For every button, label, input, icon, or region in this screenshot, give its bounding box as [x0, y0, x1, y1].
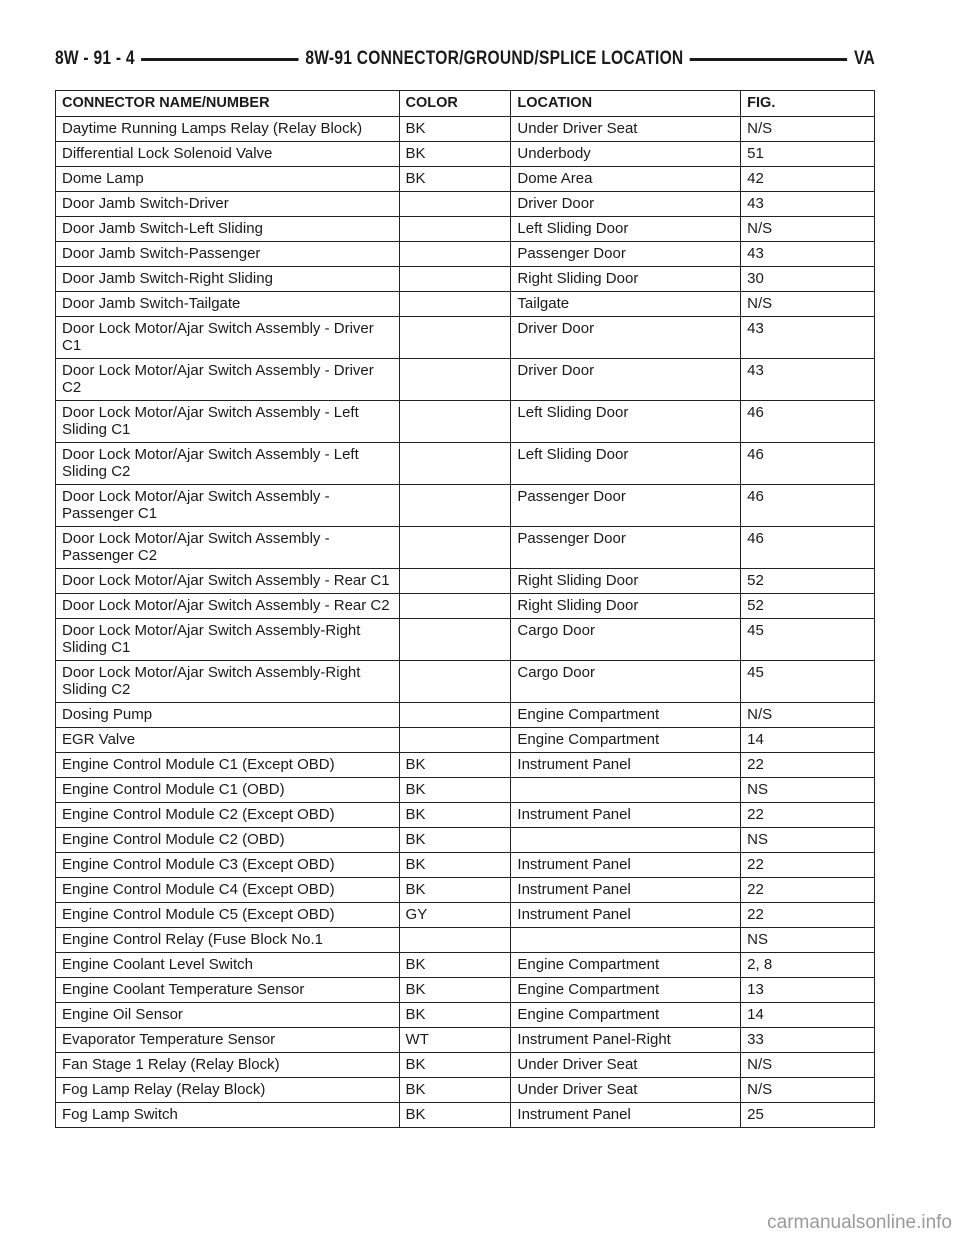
cell-color	[399, 401, 511, 443]
cell-color: BK	[399, 878, 511, 903]
cell-fig: N/S	[741, 1053, 875, 1078]
cell-connector-name: Evaporator Temperature Sensor	[56, 1028, 400, 1053]
cell-location: Dome Area	[511, 167, 741, 192]
cell-location: Engine Compartment	[511, 953, 741, 978]
cell-color: BK	[399, 1053, 511, 1078]
cell-location: Instrument Panel	[511, 853, 741, 878]
cell-connector-name: Engine Coolant Temperature Sensor	[56, 978, 400, 1003]
cell-connector-name: Door Lock Motor/Ajar Switch Assembly - Passenger C2	[56, 527, 400, 569]
cell-location: Passenger Door	[511, 242, 741, 267]
cell-connector-name: Fog Lamp Relay (Relay Block)	[56, 1078, 400, 1103]
cell-location: Under Driver Seat	[511, 1078, 741, 1103]
table-row	[56, 728, 875, 753]
cell-connector-name: Fog Lamp Switch	[56, 1103, 400, 1128]
table-row	[56, 443, 875, 485]
page-number: 8W - 91 - 4	[55, 48, 135, 69]
cell-color: BK	[399, 1078, 511, 1103]
cell-fig: 13	[741, 978, 875, 1003]
cell-color	[399, 594, 511, 619]
cell-location: Left Sliding Door	[511, 443, 741, 485]
table-row	[56, 242, 875, 267]
cell-connector-name: Engine Coolant Level Switch	[56, 953, 400, 978]
cell-connector-name: Door Lock Motor/Ajar Switch Assembly - Left Sliding C2	[56, 443, 400, 485]
cell-color	[399, 728, 511, 753]
cell-location: Left Sliding Door	[511, 217, 741, 242]
cell-fig: 46	[741, 485, 875, 527]
table-row	[56, 803, 875, 828]
cell-fig: 43	[741, 359, 875, 401]
cell-color	[399, 267, 511, 292]
cell-location: Right Sliding Door	[511, 594, 741, 619]
cell-fig: 25	[741, 1103, 875, 1128]
cell-fig: N/S	[741, 217, 875, 242]
cell-connector-name: Door Lock Motor/Ajar Switch Assembly - Driver C2	[56, 359, 400, 401]
table-row	[56, 594, 875, 619]
table-row	[56, 753, 875, 778]
cell-connector-name: Door Lock Motor/Ajar Switch Assembly - Passenger C1	[56, 485, 400, 527]
cell-color	[399, 569, 511, 594]
cell-color: BK	[399, 142, 511, 167]
model-code: VA	[854, 48, 876, 69]
table-row	[56, 317, 875, 359]
cell-connector-name: Door Lock Motor/Ajar Switch Assembly - Rear C1	[56, 569, 400, 594]
cell-connector-name: Door Jamb Switch-Tailgate	[56, 292, 400, 317]
table-row	[56, 878, 875, 903]
cell-location: Under Driver Seat	[511, 117, 741, 142]
table-row	[56, 142, 875, 167]
cell-connector-name: Door Lock Motor/Ajar Switch Assembly-Right Sliding C2	[56, 661, 400, 703]
cell-location: Cargo Door	[511, 619, 741, 661]
cell-location: Right Sliding Door	[511, 267, 741, 292]
cell-fig: 46	[741, 443, 875, 485]
cell-location: Instrument Panel	[511, 803, 741, 828]
cell-fig: 22	[741, 903, 875, 928]
cell-fig: 22	[741, 803, 875, 828]
table-row	[56, 359, 875, 401]
cell-location: Engine Compartment	[511, 703, 741, 728]
table-row	[56, 217, 875, 242]
cell-color	[399, 292, 511, 317]
cell-connector-name: Engine Control Module C1 (Except OBD)	[56, 753, 400, 778]
cell-location: Engine Compartment	[511, 978, 741, 1003]
cell-fig: N/S	[741, 292, 875, 317]
table-row	[56, 619, 875, 661]
cell-location: Instrument Panel-Right	[511, 1028, 741, 1053]
cell-fig: 22	[741, 753, 875, 778]
table-row	[56, 828, 875, 853]
cell-connector-name: Door Lock Motor/Ajar Switch Assembly - Driver C1	[56, 317, 400, 359]
cell-fig: 22	[741, 853, 875, 878]
cell-fig: 14	[741, 728, 875, 753]
cell-location: Passenger Door	[511, 485, 741, 527]
cell-color: BK	[399, 778, 511, 803]
table-row	[56, 703, 875, 728]
cell-location	[511, 928, 741, 953]
cell-location: Engine Compartment	[511, 728, 741, 753]
cell-connector-name: Door Lock Motor/Ajar Switch Assembly - Rear C2	[56, 594, 400, 619]
table-row	[56, 167, 875, 192]
table-row	[56, 853, 875, 878]
cell-location: Passenger Door	[511, 527, 741, 569]
cell-fig: 45	[741, 661, 875, 703]
cell-connector-name: Engine Control Module C1 (OBD)	[56, 778, 400, 803]
cell-color	[399, 703, 511, 728]
table-row	[56, 953, 875, 978]
cell-location: Engine Compartment	[511, 1003, 741, 1028]
cell-connector-name: Engine Control Module C2 (OBD)	[56, 828, 400, 853]
cell-connector-name: Engine Oil Sensor	[56, 1003, 400, 1028]
section-title: 8W-91 CONNECTOR/GROUND/SPLICE LOCATION	[305, 48, 684, 69]
table-row	[56, 117, 875, 142]
cell-location: Tailgate	[511, 292, 741, 317]
table-row	[56, 292, 875, 317]
cell-location: Cargo Door	[511, 661, 741, 703]
cell-color: BK	[399, 953, 511, 978]
cell-connector-name: Door Jamb Switch-Right Sliding	[56, 267, 400, 292]
table-row	[56, 661, 875, 703]
table-row	[56, 569, 875, 594]
cell-fig: NS	[741, 778, 875, 803]
cell-fig: 46	[741, 401, 875, 443]
cell-color	[399, 527, 511, 569]
cell-location: Under Driver Seat	[511, 1053, 741, 1078]
cell-fig: 46	[741, 527, 875, 569]
table-row	[56, 485, 875, 527]
cell-location: Instrument Panel	[511, 1103, 741, 1128]
column-header-name: CONNECTOR NAME/NUMBER	[56, 91, 400, 117]
cell-fig: 43	[741, 192, 875, 217]
cell-fig: 45	[741, 619, 875, 661]
cell-location: Driver Door	[511, 317, 741, 359]
cell-fig: NS	[741, 928, 875, 953]
cell-connector-name: Engine Control Module C5 (Except OBD)	[56, 903, 400, 928]
cell-color: BK	[399, 167, 511, 192]
cell-location: Right Sliding Door	[511, 569, 741, 594]
cell-location	[511, 778, 741, 803]
cell-fig: 22	[741, 878, 875, 903]
cell-fig: 43	[741, 317, 875, 359]
cell-color: BK	[399, 828, 511, 853]
cell-color	[399, 661, 511, 703]
cell-color: GY	[399, 903, 511, 928]
cell-color	[399, 242, 511, 267]
table-row	[56, 527, 875, 569]
cell-color: BK	[399, 117, 511, 142]
table-row	[56, 1003, 875, 1028]
cell-color: BK	[399, 978, 511, 1003]
cell-color	[399, 217, 511, 242]
cell-connector-name: Door Lock Motor/Ajar Switch Assembly-Right Sliding C1	[56, 619, 400, 661]
table-row	[56, 1103, 875, 1128]
cell-connector-name: Door Jamb Switch-Driver	[56, 192, 400, 217]
table-row	[56, 401, 875, 443]
cell-location	[511, 828, 741, 853]
cell-fig: NS	[741, 828, 875, 853]
cell-fig: N/S	[741, 703, 875, 728]
cell-fig: 51	[741, 142, 875, 167]
cell-connector-name: Engine Control Module C3 (Except OBD)	[56, 853, 400, 878]
cell-color: BK	[399, 753, 511, 778]
cell-connector-name: Dome Lamp	[56, 167, 400, 192]
cell-location: Driver Door	[511, 359, 741, 401]
cell-connector-name: Engine Control Relay (Fuse Block No.1	[56, 928, 400, 953]
cell-fig: 52	[741, 569, 875, 594]
table-row	[56, 928, 875, 953]
cell-fig: 43	[741, 242, 875, 267]
cell-connector-name: Fan Stage 1 Relay (Relay Block)	[56, 1053, 400, 1078]
cell-connector-name: Differential Lock Solenoid Valve	[56, 142, 400, 167]
cell-connector-name: Dosing Pump	[56, 703, 400, 728]
cell-fig: 14	[741, 1003, 875, 1028]
cell-color	[399, 359, 511, 401]
table-row	[56, 192, 875, 217]
cell-color: BK	[399, 1103, 511, 1128]
cell-location: Left Sliding Door	[511, 401, 741, 443]
cell-location: Driver Door	[511, 192, 741, 217]
header-rule-left	[141, 58, 298, 61]
cell-fig: 2, 8	[741, 953, 875, 978]
cell-color	[399, 317, 511, 359]
cell-color	[399, 192, 511, 217]
cell-location: Instrument Panel	[511, 903, 741, 928]
page-header	[55, 44, 875, 74]
cell-fig: 42	[741, 167, 875, 192]
cell-color: WT	[399, 1028, 511, 1053]
cell-connector-name: Door Jamb Switch-Left Sliding	[56, 217, 400, 242]
table-row	[56, 1053, 875, 1078]
header-rule-right	[690, 58, 847, 61]
cell-color	[399, 443, 511, 485]
cell-color	[399, 928, 511, 953]
cell-location: Underbody	[511, 142, 741, 167]
cell-fig: 52	[741, 594, 875, 619]
table-row	[56, 267, 875, 292]
column-header-location: LOCATION	[511, 91, 741, 117]
cell-connector-name: Engine Control Module C4 (Except OBD)	[56, 878, 400, 903]
connector-location-table	[55, 90, 875, 1128]
table-row	[56, 778, 875, 803]
table-body	[56, 117, 875, 1128]
cell-location: Instrument Panel	[511, 878, 741, 903]
table-header-row	[56, 91, 875, 117]
table-row	[56, 978, 875, 1003]
cell-connector-name: Engine Control Module C2 (Except OBD)	[56, 803, 400, 828]
cell-connector-name: EGR Valve	[56, 728, 400, 753]
table-row	[56, 1028, 875, 1053]
cell-color: BK	[399, 1003, 511, 1028]
cell-fig: 30	[741, 267, 875, 292]
cell-connector-name: Daytime Running Lamps Relay (Relay Block)	[56, 117, 400, 142]
watermark: carmanualsonline.info	[767, 1212, 952, 1233]
cell-color	[399, 485, 511, 527]
table-row	[56, 903, 875, 928]
column-header-color: COLOR	[399, 91, 511, 117]
cell-fig: 33	[741, 1028, 875, 1053]
table-row	[56, 1078, 875, 1103]
cell-connector-name: Door Lock Motor/Ajar Switch Assembly - Left Sliding C1	[56, 401, 400, 443]
cell-location: Instrument Panel	[511, 753, 741, 778]
cell-color: BK	[399, 853, 511, 878]
cell-fig: N/S	[741, 1078, 875, 1103]
cell-fig: N/S	[741, 117, 875, 142]
cell-color: BK	[399, 803, 511, 828]
cell-color	[399, 619, 511, 661]
cell-connector-name: Door Jamb Switch-Passenger	[56, 242, 400, 267]
column-header-fig: FIG.	[741, 91, 875, 117]
